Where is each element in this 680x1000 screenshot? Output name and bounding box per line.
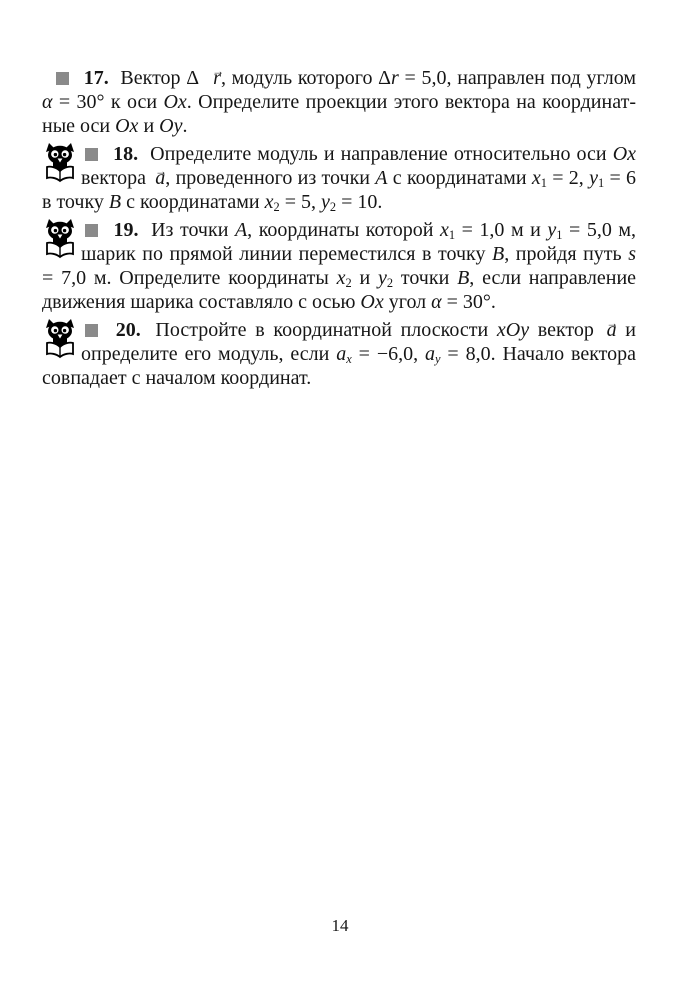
text-segment: x — [439, 219, 449, 241]
text-segment: B — [108, 191, 122, 213]
vector-notation: a → — [151, 166, 165, 190]
problem — [42, 66, 636, 138]
text-segment: , модуль которого — [220, 67, 379, 89]
text-segment: 1 — [448, 228, 456, 243]
text-segment: , проведенного из точки — [165, 167, 376, 189]
text-segment: x — [264, 191, 274, 213]
text-segment: 2 — [273, 200, 280, 215]
text-segment: xOy — [496, 319, 530, 341]
text-segment: Δ — [186, 67, 200, 89]
text-segment: s — [628, 243, 636, 265]
text-segment: , пройдя путь — [504, 243, 629, 265]
text-segment: вектор — [529, 319, 603, 341]
text-segment: Ox — [115, 115, 139, 137]
problem — [42, 218, 636, 314]
owl-reading-book-icon — [45, 219, 75, 259]
text-segment: 1 — [556, 228, 563, 243]
problem-number: 19. — [113, 219, 139, 241]
text-segment: , если направление движения шарика составляло с осью — [42, 267, 637, 313]
text-segment: Ox — [612, 143, 637, 165]
text-segment: = 2, — [546, 167, 590, 189]
owl-reading-book-icon — [45, 319, 75, 359]
text-segment: = 10. — [336, 191, 383, 213]
text-segment: с координатами — [387, 167, 532, 189]
text-segment: y — [377, 267, 387, 289]
text-segment: r — [391, 67, 399, 89]
problem-number: 20. — [115, 319, 141, 341]
text-segment: y — [435, 352, 441, 367]
text-segment: , координаты которой — [247, 219, 440, 241]
text-segment: A — [234, 219, 248, 241]
text-segment: x — [336, 267, 346, 289]
text-segment: = 7,0 м. Определите координаты — [42, 267, 337, 289]
text-segment: B — [457, 267, 470, 289]
text-segment: 1 — [597, 176, 605, 191]
text-segment: a — [425, 343, 436, 365]
text-segment: 2 — [386, 276, 394, 291]
text-segment: = 30° к оси — [52, 91, 164, 113]
text-segment: Определите модуль и направление относительно оси — [150, 143, 613, 165]
text-segment: = 5, — [279, 191, 321, 213]
text-segment: = 8,0. Начало вектора совпадает с началом координат. — [42, 343, 637, 389]
owl-reading-book-icon — [45, 143, 75, 183]
text-segment: и — [351, 267, 378, 289]
text-segment: . Определите проекции этого вектора на координатные оси — [42, 91, 636, 137]
problem — [42, 142, 636, 214]
text-segment: 2 — [329, 200, 337, 215]
text-segment: . — [182, 115, 188, 137]
text-segment: B — [492, 243, 505, 265]
problem-text — [42, 67, 636, 137]
text-segment: a — [336, 343, 347, 365]
bullet-square-icon — [85, 224, 98, 237]
text-segment: = 5,0 м, шарик по прямой линии переместился в точку — [81, 219, 637, 265]
text-segment: с координатами — [121, 191, 265, 213]
text-segment: α — [42, 91, 53, 113]
problem — [42, 318, 636, 390]
text-segment: A — [375, 167, 388, 189]
text-segment: 1 — [540, 176, 547, 191]
text-segment: точки — [393, 267, 458, 289]
text-segment: y — [320, 191, 330, 213]
text-segment: = 1,0 м и — [455, 219, 548, 241]
text-segment: Δ — [378, 67, 392, 89]
problem-number: 17. — [83, 67, 109, 89]
bullet-square-icon — [56, 72, 69, 85]
text-segment: Ox — [163, 91, 187, 113]
text-segment: 2 — [345, 276, 352, 291]
text-segment: α — [431, 291, 442, 313]
page-footer — [0, 916, 680, 936]
text-segment: Ox — [360, 291, 384, 313]
bullet-square-icon — [85, 324, 98, 337]
text-segment: = 30°. — [441, 291, 496, 313]
text-segment: вектора — [81, 167, 152, 189]
bullet-square-icon — [85, 148, 98, 161]
text-segment: x — [346, 352, 352, 367]
problem-number: 18. — [113, 143, 139, 165]
text-segment: x — [531, 167, 541, 189]
page-number: 14 — [331, 916, 349, 935]
vector-notation: r → — [199, 66, 221, 90]
text-segment: y — [589, 167, 598, 189]
text-segment: Oy — [159, 115, 183, 137]
problems-list — [42, 66, 636, 394]
text-segment: = 6 в точку — [42, 167, 637, 213]
text-segment: и — [138, 115, 160, 137]
text-segment: = −6,0, — [351, 343, 426, 365]
text-segment: угол — [383, 291, 432, 313]
text-segment: Из точки — [151, 219, 235, 241]
text-segment: Вектор — [120, 67, 187, 89]
text-segment: = 5,0, направлен под углом — [398, 67, 636, 89]
text-segment: и определите его модуль, если — [81, 319, 637, 365]
text-segment: Постройте в координатной плоскости — [155, 319, 497, 341]
text-segment: y — [547, 219, 557, 241]
vector-notation: a → — [603, 318, 617, 342]
